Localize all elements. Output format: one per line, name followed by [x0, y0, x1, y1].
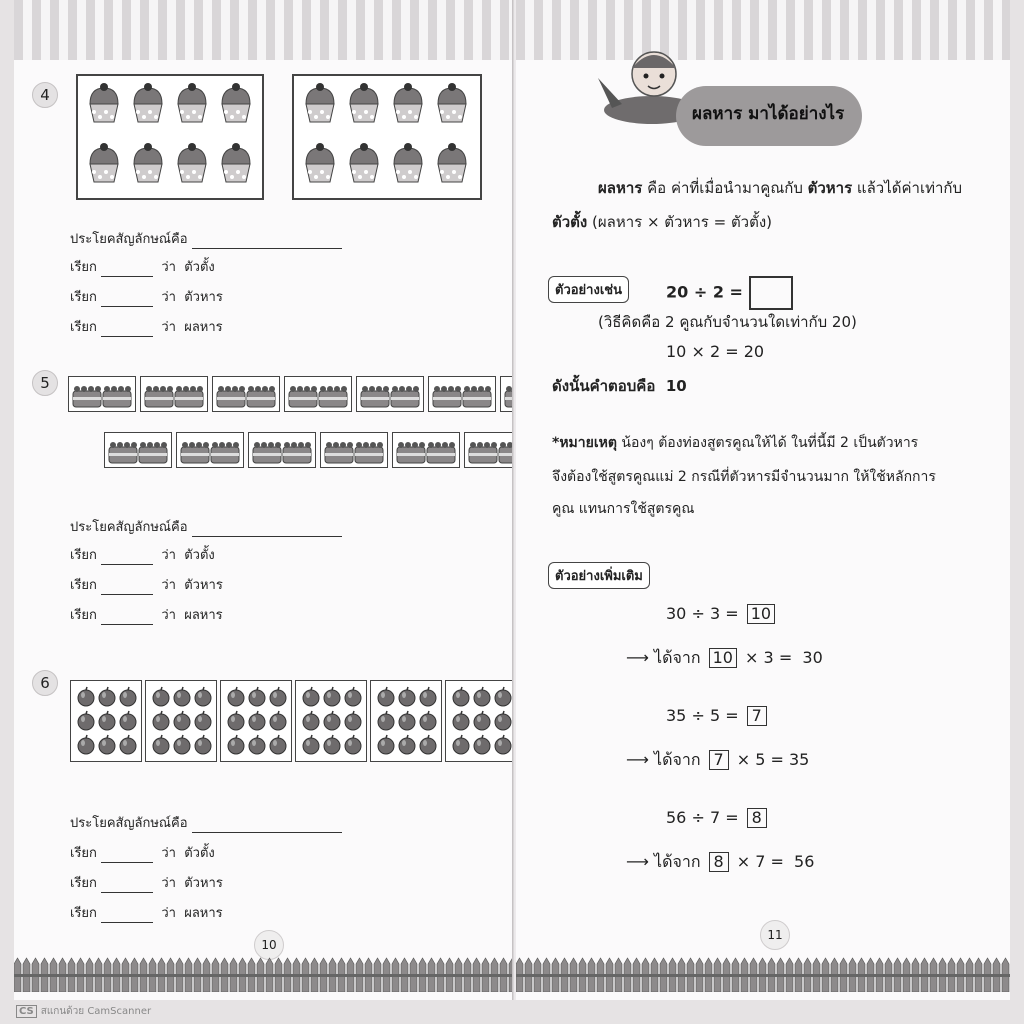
cake-icon: [139, 442, 167, 463]
fruit-box: [445, 680, 514, 762]
sentence-label: ประโยคสัญลักษณ์คือ: [70, 232, 188, 247]
fruit-icon: [228, 711, 244, 730]
fruit-icon: [495, 711, 511, 730]
cake-icon: [283, 442, 311, 463]
fruit-icon: [453, 711, 469, 730]
cake-box: [464, 432, 514, 468]
fruit-icon: [120, 711, 136, 730]
term-row: เรียก ว่า ตัวตั้ง: [70, 846, 215, 861]
fruit-box: [220, 680, 292, 762]
answer-blank[interactable]: [101, 550, 153, 565]
fruit-icon: [420, 711, 436, 730]
cake-box: [320, 432, 388, 468]
fruit-icon: [270, 711, 286, 730]
cupcake-group-box: [76, 74, 264, 200]
answer-blank[interactable]: [101, 322, 153, 337]
left-page: [14, 0, 514, 1000]
cake-box: [428, 376, 496, 412]
fruit-icon: [228, 735, 244, 754]
fruit-icon: [153, 687, 169, 706]
more-example-equation: 30 ÷ 3 = 10: [666, 604, 778, 624]
fruit-icon: [399, 711, 415, 730]
fruit-icon: [270, 735, 286, 754]
cupcake-icon: [394, 143, 422, 182]
note-line-2: จึงต้องใช้สูตรคูณแม่ 2 กรณีที่ตัวหารมีจำนวนมาก ให้ใช้หลักการ: [552, 469, 936, 485]
fruit-icon: [378, 735, 394, 754]
symbol-sentence-line: [70, 812, 342, 833]
cake-icon: [427, 442, 455, 463]
more-example-equation: 56 ÷ 7 = 8: [666, 808, 770, 828]
cake-icon: [361, 386, 389, 407]
fruit-box: [370, 680, 442, 762]
fruit-icon: [153, 711, 169, 730]
fruit-icon: [195, 711, 211, 730]
definition-line-1: ผลหาร คือ ค่าที่เมื่อนำมาคูณกับ ตัวหาร แล้วได้ค่าเท่ากับ: [598, 179, 962, 197]
example-label: ตัวอย่างเช่น: [548, 276, 629, 303]
cake-icon: [145, 386, 173, 407]
fruit-icon: [99, 687, 115, 706]
fruit-icon: [453, 735, 469, 754]
answer-blank[interactable]: [101, 848, 153, 863]
cupcake-group-box: [292, 74, 482, 200]
more-example-check: ⟶ ได้จาก 8 × 7 = 56: [626, 852, 815, 871]
example-answer: ดังนั้นคำตอบคือ 10: [552, 377, 687, 395]
cupcake-icon: [178, 143, 206, 182]
fruit-icon: [174, 687, 190, 706]
answer-blank[interactable]: [101, 262, 153, 277]
term-row: เรียก ว่า ตัวหาร: [70, 876, 223, 891]
fruit-icon: [78, 735, 94, 754]
exercise-number: 4: [32, 82, 58, 108]
arrow-right-icon: ⟶: [626, 852, 649, 871]
cupcake-icon: [394, 83, 422, 122]
fruit-icon: [174, 735, 190, 754]
cake-icon: [247, 386, 275, 407]
fruit-icon: [195, 687, 211, 706]
answer-blank[interactable]: [101, 878, 153, 893]
cake-icon: [433, 386, 461, 407]
fence-border: [14, 956, 514, 992]
cake-box: [392, 432, 460, 468]
cake-box: [68, 376, 136, 412]
page-title: ผลหาร มาได้อย่างไร: [692, 104, 845, 124]
sentence-label: ประโยคสัญลักษณ์คือ: [70, 816, 188, 831]
fruit-icon: [420, 687, 436, 706]
answer-blank[interactable]: [101, 580, 153, 595]
more-examples-label: ตัวอย่างเพิ่มเติม: [548, 562, 650, 589]
fruit-icon: [474, 735, 490, 754]
fruit-icon: [249, 687, 265, 706]
fruit-box: [70, 680, 142, 762]
cupcake-icon: [350, 143, 378, 182]
fruit-icon: [249, 735, 265, 754]
fruit-icon: [78, 711, 94, 730]
fruit-icon: [195, 735, 211, 754]
example-work: 10 × 2 = 20: [666, 342, 765, 361]
fruit-icon: [324, 735, 340, 754]
cake-box: [284, 376, 352, 412]
note-line-1: *หมายเหตุ น้องๆ ต้องท่องสูตรคูณให้ได้ ในที่นี้มี 2 เป็นตัวหาร: [552, 435, 919, 451]
fruit-box: [145, 680, 217, 762]
symbol-sentence-line: [70, 228, 342, 249]
fruit-icon: [474, 711, 490, 730]
cupcake-icon: [90, 143, 118, 182]
term-row: เรียก ว่า ผลหาร: [70, 906, 223, 921]
cake-icon: [217, 386, 245, 407]
arrow-right-icon: ⟶: [626, 648, 649, 667]
term-row: เรียก ว่า ผลหาร: [70, 320, 223, 335]
fruit-icon: [249, 711, 265, 730]
term-row: เรียก ว่า ตัวตั้ง: [70, 548, 215, 563]
page-number: 10: [254, 930, 284, 960]
note-line-3: คูณ แทนการใช้สูตรคูณ: [552, 501, 695, 517]
fruit-icon: [495, 735, 511, 754]
cupcake-icon: [178, 83, 206, 122]
scanner-watermark: CS สแกนด้วย CamScanner: [16, 1004, 151, 1019]
more-example-check: ⟶ ได้จาก 7 × 5 = 35: [626, 750, 810, 769]
fruit-icon: [345, 735, 361, 754]
cupcake-icon: [438, 143, 466, 182]
cake-box: [248, 432, 316, 468]
cake-icon: [211, 442, 239, 463]
fruit-icon: [378, 687, 394, 706]
page-number: 11: [760, 920, 790, 950]
answer-blank[interactable]: [192, 522, 342, 537]
cake-icon: [175, 386, 203, 407]
cupcake-icon: [222, 83, 250, 122]
cake-icon: [463, 386, 491, 407]
cupcake-icon: [350, 83, 378, 122]
more-example-equation: 35 ÷ 5 = 7: [666, 706, 770, 726]
cupcake-icon: [306, 143, 334, 182]
answer-blank[interactable]: [101, 610, 153, 625]
cake-icon: [391, 386, 419, 407]
fruit-icon: [474, 687, 490, 706]
answer-blank[interactable]: [101, 908, 153, 923]
example-equation: 20 ÷ 2 =: [666, 276, 793, 310]
cake-box: [104, 432, 172, 468]
fruit-icon: [153, 735, 169, 754]
cake-icon: [181, 442, 209, 463]
cupcake-icon: [438, 83, 466, 122]
cupcake-icon: [306, 83, 334, 122]
answer-box[interactable]: [749, 276, 793, 310]
cake-icon: [397, 442, 425, 463]
fruit-box: [295, 680, 367, 762]
fruit-icon: [228, 687, 244, 706]
fruit-icon: [324, 687, 340, 706]
fruit-icon: [174, 711, 190, 730]
fruit-icon: [345, 711, 361, 730]
cake-icon: [469, 442, 497, 463]
fruit-icon: [270, 687, 286, 706]
header-stripes: [516, 0, 1010, 60]
cake-box: [140, 376, 208, 412]
cupcake-icon: [90, 83, 118, 122]
fruit-icon: [420, 735, 436, 754]
cupcake-icon: [134, 143, 162, 182]
cupcake-icon: [134, 83, 162, 122]
answer-blank[interactable]: [101, 292, 153, 307]
fruit-icon: [303, 711, 319, 730]
header-stripes: [14, 0, 514, 60]
term-row: เรียก ว่า ผลหาร: [70, 608, 223, 623]
fruit-icon: [120, 687, 136, 706]
sentence-label: ประโยคสัญลักษณ์คือ: [70, 520, 188, 535]
cake-icon: [325, 442, 353, 463]
fruit-icon: [78, 687, 94, 706]
cake-icon: [103, 386, 131, 407]
cake-icon: [355, 442, 383, 463]
fruit-icon: [378, 711, 394, 730]
cake-box: [212, 376, 280, 412]
cake-box: [176, 432, 244, 468]
cake-icon: [319, 386, 347, 407]
example-method: (วิธีคิดคือ 2 คูณกับจำนวนใดเท่ากับ 20): [598, 313, 857, 331]
fruit-icon: [399, 735, 415, 754]
more-example-check: ⟶ ได้จาก 10 × 3 = 30: [626, 648, 823, 667]
fruit-icon: [453, 687, 469, 706]
term-row: เรียก ว่า ตัวหาร: [70, 290, 223, 305]
symbol-sentence-line: [70, 516, 342, 537]
cake-box: [356, 376, 424, 412]
exercise-number: 5: [32, 370, 58, 396]
fence-border: [516, 956, 1010, 992]
fruit-icon: [345, 687, 361, 706]
fruit-icon: [99, 735, 115, 754]
fruit-icon: [399, 687, 415, 706]
fruit-icon: [495, 687, 511, 706]
fruit-icon: [324, 711, 340, 730]
term-row: เรียก ว่า ตัวตั้ง: [70, 260, 215, 275]
cake-icon: [289, 386, 317, 407]
cake-icon: [73, 386, 101, 407]
cake-icon: [253, 442, 281, 463]
answer-blank[interactable]: [192, 818, 342, 833]
fruit-icon: [120, 735, 136, 754]
answer-blank[interactable]: [192, 234, 342, 249]
definition-line-2: ตัวตั้ง (ผลหาร × ตัวหาร = ตัวตั้ง): [552, 213, 773, 231]
fruit-icon: [303, 735, 319, 754]
arrow-right-icon: ⟶: [626, 750, 649, 769]
term-row: เรียก ว่า ตัวหาร: [70, 578, 223, 593]
fruit-icon: [303, 687, 319, 706]
cake-icon: [109, 442, 137, 463]
fruit-icon: [99, 711, 115, 730]
exercise-number: 6: [32, 670, 58, 696]
cupcake-icon: [222, 143, 250, 182]
